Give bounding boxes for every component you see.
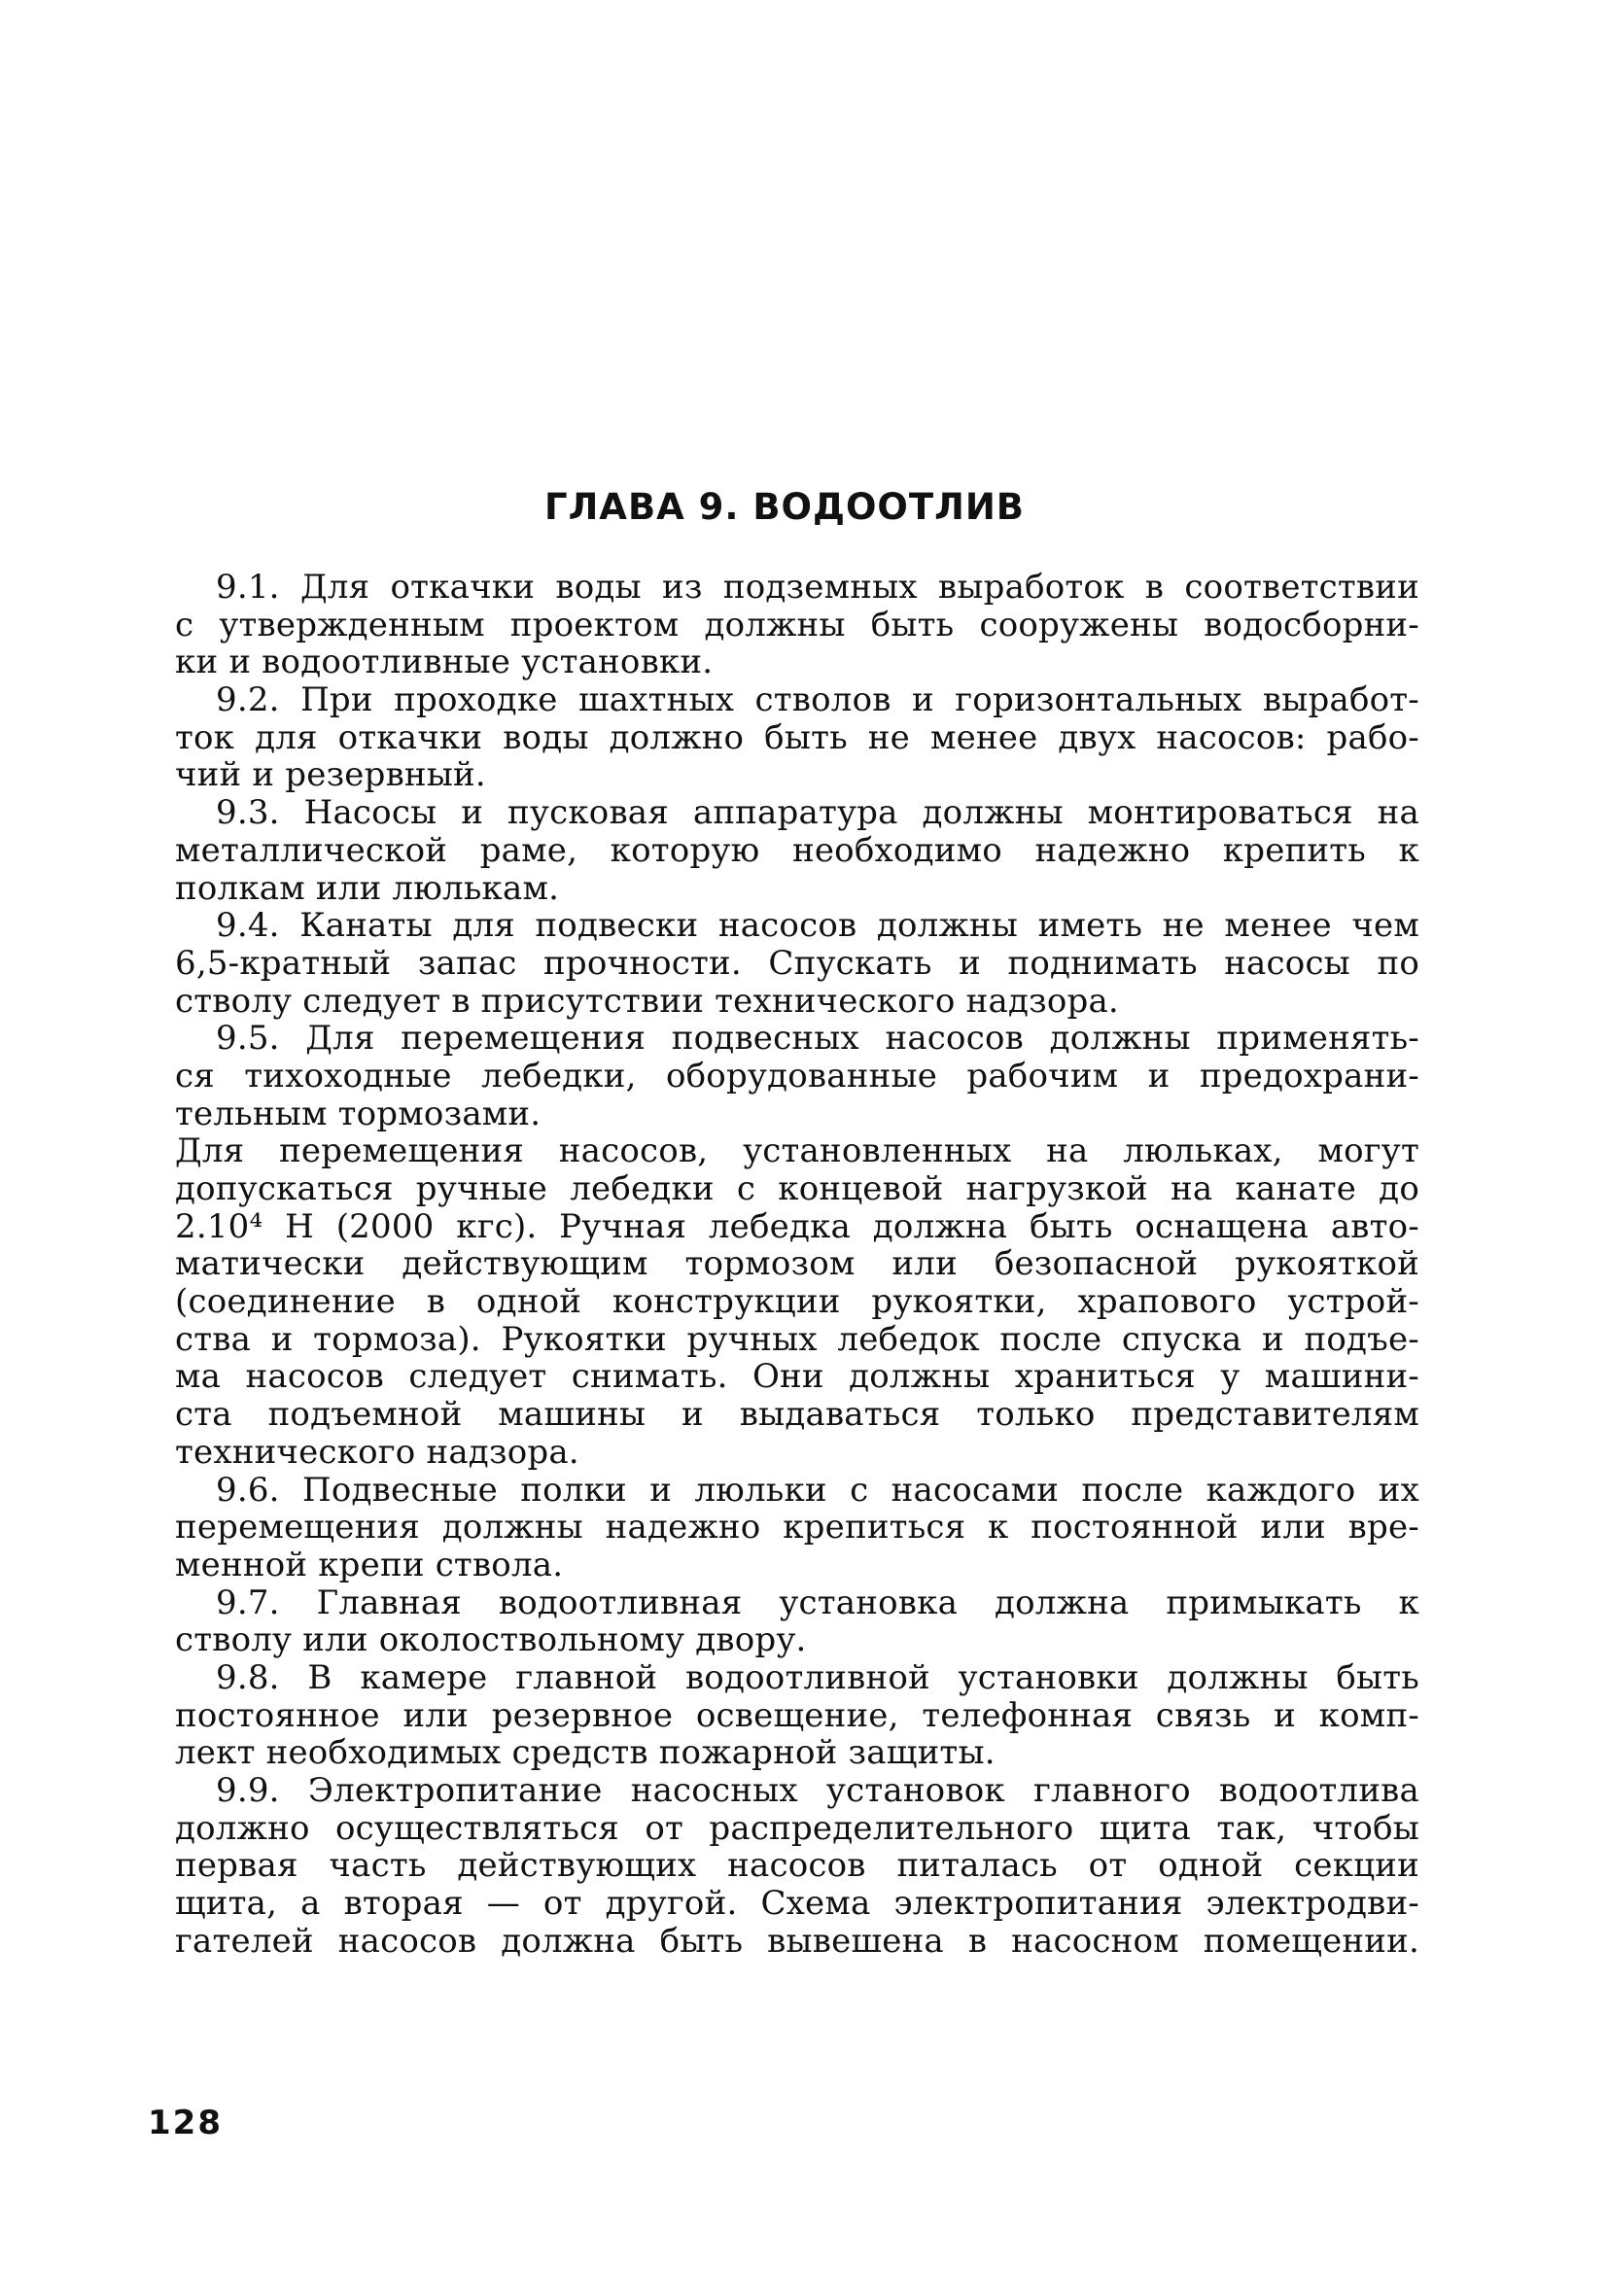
- text-line: 9.9. Электропитание насосных установок главного водоотлива: [216, 1771, 1419, 1810]
- text-line: Для перемещения насосов, установленных на люльках, могут: [175, 1131, 1419, 1171]
- text-line: 9.2. При проходке шахтных стволов и горизонтальных выработ-: [216, 680, 1419, 720]
- text-line: ства и тормоза). Рукоятки ручных лебедок после спуска и подъе-: [175, 1319, 1419, 1359]
- text-line: 9.8. В камере главной водоотливной установки должны быть: [216, 1657, 1419, 1697]
- text-line: 6,5-кратный запас прочности. Спускать и поднимать насосы по: [175, 943, 1419, 983]
- text-line: ток для откачки воды должно быть не менее двух насосов: рабо-: [175, 717, 1419, 757]
- text-line: лект необходимых средств пожарной защиты.: [175, 1733, 996, 1773]
- text-line: с утвержденным проектом должны быть сооружены водосборни-: [175, 605, 1419, 644]
- text-line: должно осуществляться от распределительного щита так, чтобы: [175, 1808, 1419, 1848]
- text-line: первая часть действующих насосов питалась от одной секции: [175, 1846, 1419, 1886]
- text-line: 2.10⁴ Н (2000 кгс). Ручная лебедка должна быть оснащена авто-: [175, 1206, 1419, 1246]
- text-line: матически действующим тормозом или безопасной рукояткой: [175, 1244, 1419, 1284]
- text-line: менной крепи ствола.: [175, 1545, 564, 1584]
- text-line: гателей насосов должна быть вывешена в насосном помещении.: [175, 1921, 1419, 1961]
- text-line: постоянное или резервное освещение, телефонная связь и комп-: [175, 1695, 1419, 1735]
- text-line: ста подъемной машины и выдаваться только представителям: [175, 1395, 1419, 1435]
- page-number: 128: [148, 2104, 223, 2142]
- text-line: чий и резервный.: [175, 755, 486, 795]
- text-line: технического надзора.: [175, 1432, 579, 1472]
- text-line: щита, а вторая — от другой. Схема электропитания электродви-: [175, 1884, 1419, 1924]
- text-line: 9.1. Для откачки воды из подземных выработок в соответствии: [216, 568, 1419, 607]
- text-line: 9.3. Насосы и пусковая аппаратура должны монтироваться на: [216, 793, 1419, 833]
- text-line: допускаться ручные лебедки с концевой нагрузкой на канате до: [175, 1169, 1419, 1208]
- text-line: металлической раме, которую необходимо надежно крепить к: [175, 830, 1419, 870]
- text-line: 9.6. Подвесные полки и люльки с насосами после каждого их: [216, 1470, 1419, 1510]
- text-line: ся тихоходные лебедки, оборудованные рабочим и предохрани-: [175, 1056, 1419, 1096]
- text-line: ки и водоотливные установки.: [175, 643, 714, 682]
- text-line: 9.5. Для перемещения подвесных насосов должны применять-: [216, 1019, 1419, 1059]
- text-line: 9.4. Канаты для подвески насосов должны иметь не менее чем: [216, 906, 1419, 946]
- text-line: перемещения должны надежно крепиться к постоянной или вре-: [175, 1508, 1419, 1548]
- text-line: стволу или околоствольному двору.: [175, 1620, 807, 1660]
- text-line: 9.7. Главная водоотливная установка должна примыкать к: [216, 1583, 1419, 1622]
- body-text: [175, 569, 1419, 1960]
- text-line: (соединение в одной конструкции рукоятки, храпового устрой-: [175, 1282, 1419, 1322]
- text-line: полкам или люлькам.: [175, 868, 560, 908]
- text-line: ма насосов следует снимать. Они должны храниться у машини-: [175, 1357, 1419, 1397]
- text-line: стволу следует в присутствии технического надзора.: [175, 981, 1119, 1021]
- text-line: тельным тормозами.: [175, 1094, 542, 1133]
- chapter-title: ГЛАВА 9. ВОДООТЛИВ: [544, 486, 1025, 528]
